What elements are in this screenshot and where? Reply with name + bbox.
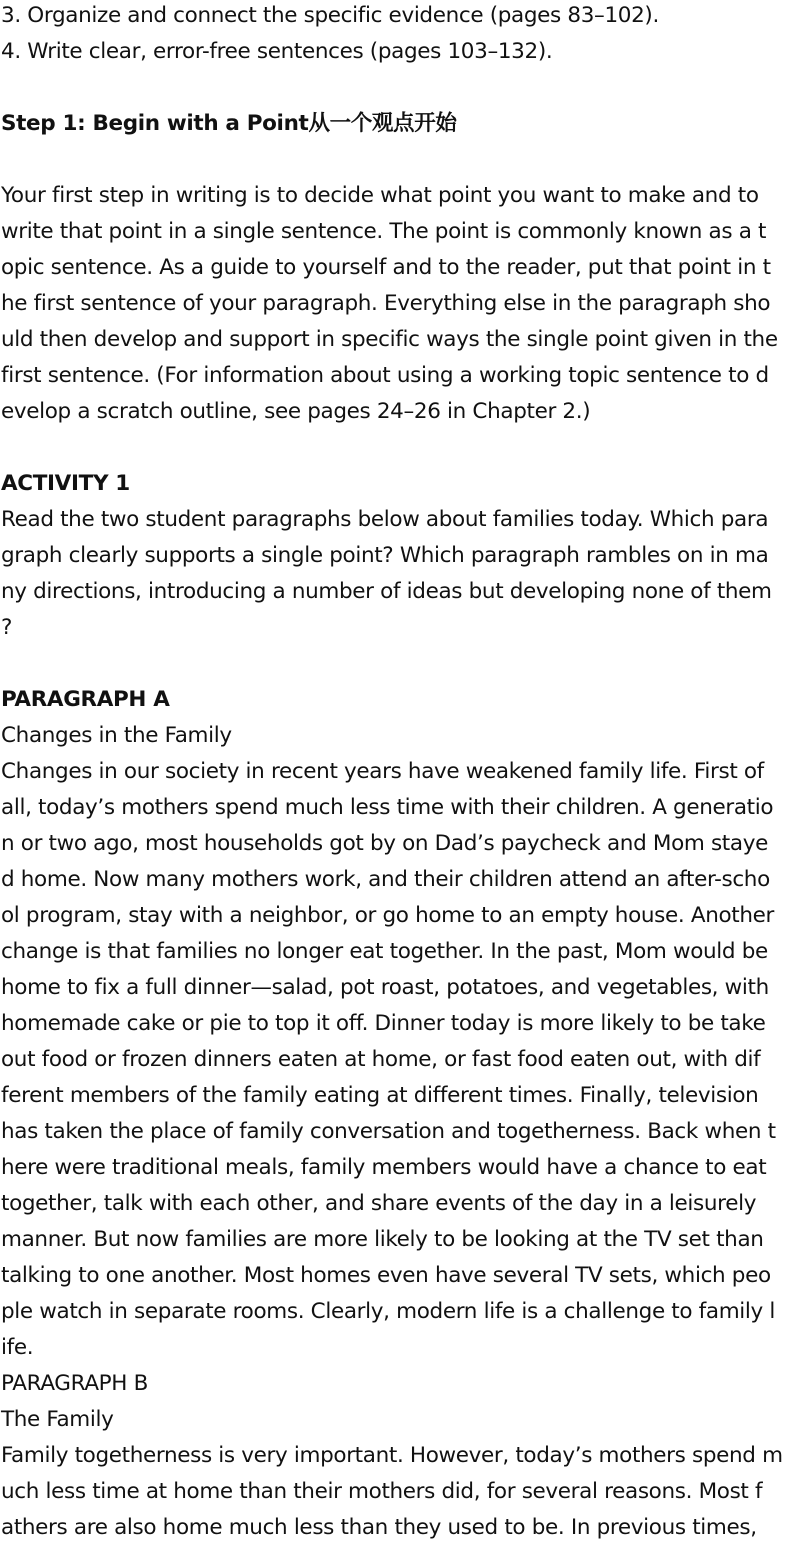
text-line: talking to one another. Most homes even have several TV sets, which peo xyxy=(1,1263,771,1288)
list-item: 4. Write clear, error-free sentences (pages 103–132). xyxy=(1,39,553,64)
text-line: evelop a scratch outline, see pages 24–26 in Chapter 2.) xyxy=(1,399,591,424)
text-line: home to fix a full dinner—salad, pot roast, potatoes, and vegetables, with xyxy=(1,975,769,1000)
paragraph-a-heading: PARAGRAPH A xyxy=(1,687,170,712)
spacer xyxy=(0,430,790,466)
paragraph-a-body xyxy=(0,754,790,1366)
paragraph-b-title: The Family xyxy=(1,1407,114,1432)
text-line: graph clearly supports a single point? Which paragraph rambles on in ma xyxy=(1,543,769,568)
activity-body xyxy=(0,502,790,646)
text-line: n or two ago, most households got by on Dad’s paycheck and Mom staye xyxy=(1,831,768,856)
text-line: homemade cake or pie to top it off. Dinner today is more likely to be take xyxy=(1,1011,766,1036)
text-line: all, today’s mothers spend much less time with their children. A generatio xyxy=(1,795,774,820)
step1-heading: Step 1: Begin with a Point从一个观点开始 xyxy=(1,111,457,136)
text-line: Changes in our society in recent years have weakened family life. First of xyxy=(1,759,764,784)
paragraph-a-title: Changes in the Family xyxy=(1,723,232,748)
text-line: Your first step in writing is to decide what point you want to make and to xyxy=(1,183,759,208)
text-line: here were traditional meals, family members would have a chance to eat xyxy=(1,1155,767,1180)
text-line: ? xyxy=(1,615,13,640)
text-line: ny directions, introducing a number of ideas but developing none of them xyxy=(1,579,772,604)
list-item: 3. Organize and connect the specific evidence (pages 83–102). xyxy=(1,3,659,28)
spacer xyxy=(0,646,790,682)
paragraph-b-heading: PARAGRAPH B xyxy=(1,1371,148,1396)
spacer xyxy=(0,142,790,178)
spacer xyxy=(0,70,790,106)
text-line: out food or frozen dinners eaten at home, or fast food eaten out, with dif xyxy=(1,1047,761,1072)
paragraph-b-body xyxy=(0,1438,790,1546)
text-line: Read the two student paragraphs below about families today. Which para xyxy=(1,507,769,532)
text-line: change is that families no longer eat together. In the past, Mom would be xyxy=(1,939,768,964)
text-line: together, talk with each other, and share events of the day in a leisurely xyxy=(1,1191,757,1216)
text-line: ol program, stay with a neighbor, or go home to an empty house. Another xyxy=(1,903,775,928)
text-line: write that point in a single sentence. The point is commonly known as a t xyxy=(1,219,767,244)
text-line: athers are also home much less than they used to be. In previous times, xyxy=(1,1515,757,1540)
text-line: ferent members of the family eating at different times. Finally, television xyxy=(1,1083,759,1108)
text-line: has taken the place of family conversation and togetherness. Back when t xyxy=(1,1119,776,1144)
text-line: ple watch in separate rooms. Clearly, modern life is a challenge to family l xyxy=(1,1299,776,1324)
text-line: Family togetherness is very important. However, today’s mothers spend m xyxy=(1,1443,783,1468)
text-line: ife. xyxy=(1,1335,34,1360)
text-line: uld then develop and support in specific ways the single point given in the xyxy=(1,327,778,352)
text-line: he first sentence of your paragraph. Everything else in the paragraph sho xyxy=(1,291,771,316)
text-line: manner. But now families are more likely to be looking at the TV set than xyxy=(1,1227,764,1252)
text-line: d home. Now many mothers work, and their children attend an after-scho xyxy=(1,867,770,892)
text-line: opic sentence. As a guide to yourself and to the reader, put that point in t xyxy=(1,255,771,280)
step1-body xyxy=(0,178,790,430)
activity-heading: ACTIVITY 1 xyxy=(1,471,130,496)
text-line: uch less time at home than their mothers did, for several reasons. Most f xyxy=(1,1479,763,1504)
text-line: first sentence. (For information about using a working topic sentence to d xyxy=(1,363,769,388)
